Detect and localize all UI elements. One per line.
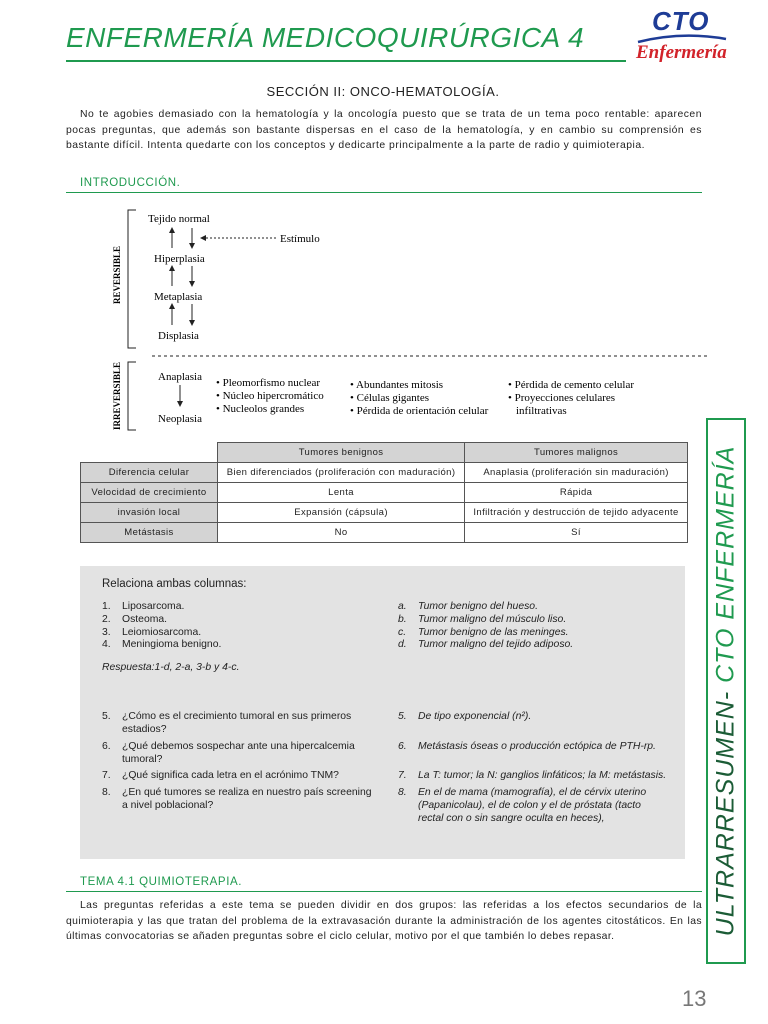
option-letter: d. (398, 639, 407, 651)
side-banner (706, 418, 746, 964)
intro-paragraph: No te agobies demasiado con la hematología y la oncología puesto que se trata de un tema poco rentable: aparecen pocas preguntas, que además son bastante dispersas en el caso de la hematología, y en cambio su comprensión es bastante difícil. Intenta quedarte con los conceptos y dedicarte principalmente a la parte de radio y quimioterapia. (66, 109, 702, 151)
neoplasia-label: Neoplasia (158, 413, 202, 425)
question-number: 6. (102, 740, 111, 752)
match-row (102, 614, 669, 627)
table-header-row (81, 443, 688, 463)
option-text: Tumor benigno del hueso. (418, 601, 538, 612)
item-number: 3. (102, 626, 111, 638)
item-number: 1. (102, 601, 111, 612)
table-row (81, 523, 688, 543)
intro-heading: INTRODUCCIÓN. (80, 177, 181, 189)
anaplasia-features (216, 377, 634, 417)
benign-cell: No (218, 523, 465, 543)
tema-heading-rule (66, 891, 702, 892)
side-banner-part2: CTO ENFERMERÍA (711, 445, 740, 691)
feature-1-2: • Núcleo hipercromático (216, 390, 324, 402)
table-row (81, 463, 688, 483)
feature-2-1: • Abundantes mitosis (350, 379, 444, 391)
table-row (81, 483, 688, 503)
question-number: 5. (102, 711, 111, 723)
malign-cell: Sí (465, 523, 688, 543)
table-corner (81, 443, 218, 463)
page-number: 13 (682, 986, 707, 1011)
intro-heading-rule (66, 192, 702, 193)
item-text: Meningioma benigno. (122, 639, 222, 651)
feature-3-2: • Proyecciones celulares (508, 392, 616, 404)
match-row (102, 639, 669, 652)
row-label: Metástasis (81, 523, 218, 543)
option-text: Tumor maligno del tejido adiposo. (418, 639, 574, 651)
benign-cell: Bien diferenciados (proliferación con maduración) (218, 463, 465, 483)
estimulo-label: Estímulo (280, 233, 320, 245)
question-number: 7. (102, 770, 111, 782)
malign-cell: Rápida (465, 483, 688, 503)
tema-paragraph: Las preguntas referidas a este tema se pueden dividir en dos grupos: las referidas a los efectos secundarios de la quimioterapia y las que tratan del problema de la extravasación durante la administración de los agentes citostáticos. En las últimas convocatorias se añaden preguntas sobre el ciclo celular, motivo por el que también lo debes repasar. (66, 900, 702, 942)
answer-number: 8. (398, 787, 407, 799)
title-underline (66, 60, 626, 62)
item-text: Leiomiosarcoma. (122, 626, 202, 638)
exercise-box (80, 566, 685, 859)
question-row (102, 770, 669, 783)
anaplasia-label: Anaplasia (158, 371, 202, 383)
question-row (102, 711, 669, 737)
malign-cell: Anaplasia (proliferación sin maduración) (465, 463, 688, 483)
row-label: Diferencia celular (81, 463, 218, 483)
option-text: Tumor benigno de las meninges. (418, 626, 569, 638)
table-row (81, 503, 688, 523)
answer-text: En el de mama (mamografía), el de cérvix uterino (Papanicolau), el de colon y el de próstata (tacto rectal con o sin sangre oculta en heces), (418, 787, 647, 824)
side-banner-text (712, 446, 741, 937)
option-letter: c. (398, 626, 407, 638)
feature-2-3: • Pérdida de orientación celular (350, 405, 489, 417)
question-text: ¿En qué tumores se realiza en nuestro país screening a nivel poblacional? (122, 787, 372, 811)
hiperplasia-label: Hiperplasia (154, 253, 205, 265)
header-malign: Tumores malignos (465, 443, 688, 463)
item-number: 4. (102, 639, 111, 651)
cell-change-diagram-svg (108, 204, 708, 434)
logo-cto-text: CTO (652, 6, 710, 36)
question-text: ¿Qué debemos sospechar ante una hipercalcemia tumoral? (122, 740, 355, 765)
item-number: 2. (102, 613, 111, 625)
irreversible-label: IRREVERSIBLE (112, 361, 122, 430)
option-text: Tumor maligno del músculo liso. (418, 613, 567, 625)
page-title: ENFERMERÍA MEDICOQUIRÚRGICA 4 (66, 22, 585, 53)
section-title: SECCIÓN II: ONCO-HEMATOLOGÍA. (266, 84, 500, 99)
malign-cell: Infiltración y destrucción de tejido adyacente (465, 503, 688, 523)
match-row (102, 601, 669, 614)
cto-logo (632, 6, 732, 68)
header-benign: Tumores benignos (218, 443, 465, 463)
answer-number: 7. (398, 770, 407, 782)
row-label: Velocidad de crecimiento (81, 483, 218, 503)
answer-number: 5. (398, 711, 407, 723)
match-row (102, 627, 669, 640)
option-letter: b. (398, 613, 407, 625)
question-text: ¿Cómo es el crecimiento tumoral en sus primeros estadios? (122, 711, 352, 735)
row-label: invasión local (81, 503, 218, 523)
feature-3-3: infiltrativas (516, 405, 567, 417)
reversible-label: REVERSIBLE (112, 245, 122, 304)
question-number: 8. (102, 787, 111, 799)
feature-2-2: • Células gigantes (350, 392, 430, 404)
feature-1-1: • Pleomorfismo nuclear (216, 377, 321, 389)
question-row (102, 787, 669, 825)
feature-1-3: • Nucleolos grandes (216, 403, 305, 415)
option-letter: a. (398, 601, 407, 612)
reversible-bracket (128, 210, 136, 348)
displasia-label: Displasia (158, 330, 199, 342)
item-text: Osteoma. (122, 613, 168, 625)
cell-change-diagram (108, 204, 708, 434)
benign-cell: Lenta (218, 483, 465, 503)
item-text: Liposarcoma. (122, 601, 185, 612)
question-row (102, 741, 669, 767)
answer-text: Metástasis óseas o producción ectópica de PTH-rp. (418, 740, 656, 752)
logo-enfermeria-text: Enfermería (636, 42, 727, 63)
question-text: ¿Qué significa cada letra en el acrónimo TNM? (122, 770, 339, 782)
answer-number: 6. (398, 740, 407, 752)
tema-heading: TEMA 4.1 QUIMIOTERAPIA. (80, 876, 243, 888)
answer-text: De tipo exponencial (n²). (418, 711, 532, 723)
irreversible-bracket (128, 362, 136, 430)
tejido-normal-label: Tejido normal (148, 213, 210, 225)
metaplasia-label: Metaplasia (154, 291, 203, 303)
benign-cell: Expansión (cápsula) (218, 503, 465, 523)
exercise-title: Relaciona ambas columnas: (102, 578, 247, 590)
feature-3-1: • Pérdida de cemento celular (508, 379, 635, 391)
answer-text: La T: tumor; la N: ganglios linfáticos; la M: metástasis. (418, 770, 667, 782)
exercise-answer: Respuesta:1-d, 2-a, 3-b y 4-c. (102, 662, 240, 674)
side-banner-part1: ULTRARRESUMEN- (711, 690, 740, 937)
tumor-comparison-table (80, 442, 688, 543)
